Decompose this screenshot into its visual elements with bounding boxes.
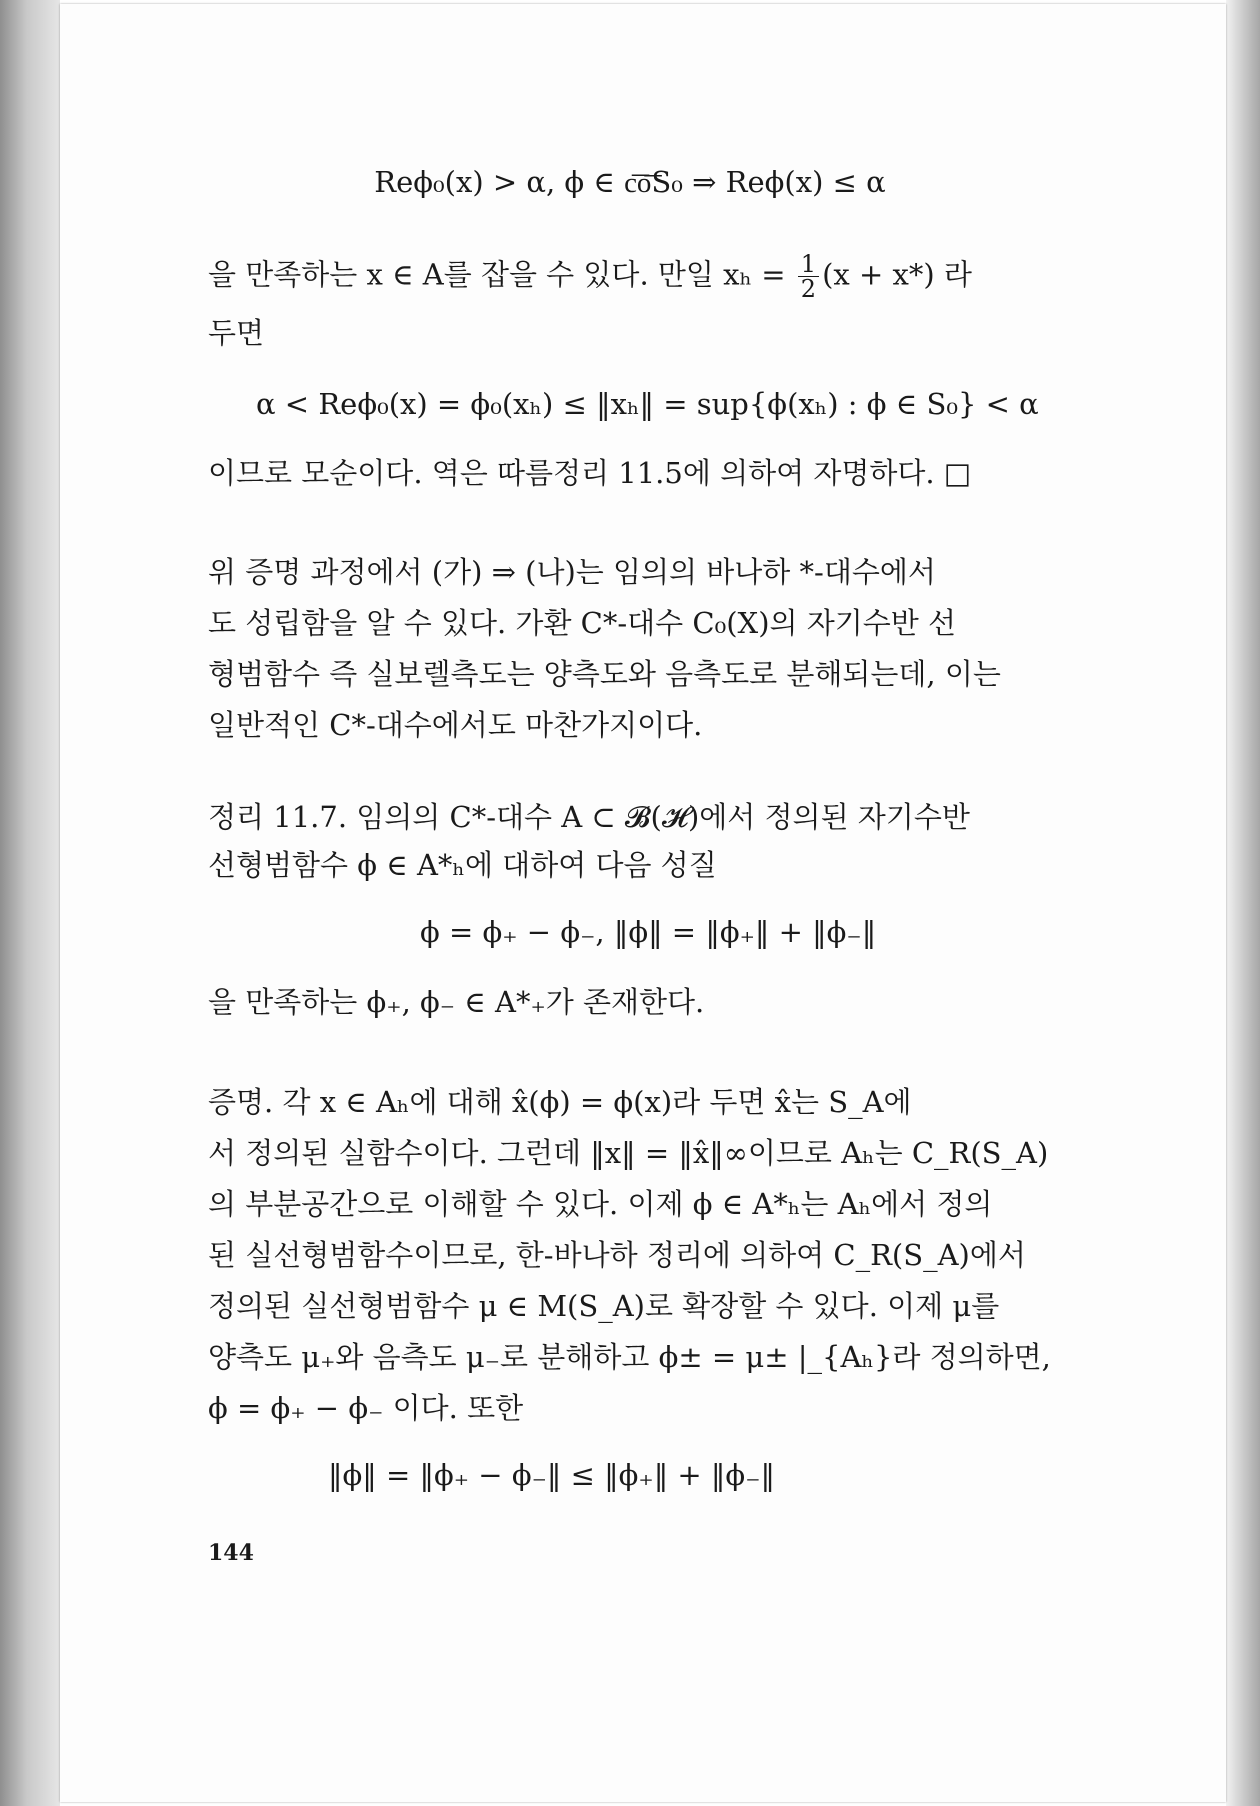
paragraph-2-line-2: 도 성립함을 알 수 있다. 가환 C*-대수 C₀(X)의 자기수반 선 [208, 606, 957, 640]
equation-1: Reϕ₀(x) > α, ϕ ∈ c͞o͞S₀ ⇒ Reϕ(x) ≤ α [374, 165, 886, 199]
proof-line-6: 양측도 μ₊와 음측도 μ₋로 분해하고 ϕ± = μ± |_{Aₕ}라 정의하면, [208, 1340, 1051, 1374]
proof-line-2: 서 정의된 실함수이다. 그런데 ‖x‖ = ‖x̂‖∞이므로 Aₕ는 C_R(S_A) [208, 1136, 1049, 1170]
text-line-1-main: 을 만족하는 x ∈ A를 잡을 수 있다. 만일 xₕ = [208, 257, 786, 292]
equation-4: ‖ϕ‖ = ‖ϕ₊ − ϕ₋‖ ≤ ‖ϕ₊‖ + ‖ϕ₋‖ [328, 1458, 776, 1492]
text-line-1 [208, 252, 1112, 301]
fraction-denominator: 2 [800, 275, 817, 303]
page-number: 144 [208, 1540, 254, 1566]
equation-3: ϕ = ϕ₊ − ϕ₋, ‖ϕ‖ = ‖ϕ₊‖ + ‖ϕ₋‖ [420, 915, 877, 949]
proof-line-7: ϕ = ϕ₊ − ϕ₋ 이다. 또한 [208, 1391, 524, 1425]
theorem-line-2: 선형범함수 ϕ ∈ A*ₕ에 대하여 다음 성질 [208, 848, 717, 882]
theorem-line-1: 정리 11.7. 임의의 C*-대수 A ⊂ 𝓑(𝓗)에서 정의된 자기수반 [208, 800, 970, 834]
paragraph-2-line-4: 일반적인 C*-대수에서도 마찬가지이다. [208, 708, 703, 742]
proof-line-4: 된 실선형범함수이므로, 한-바나하 정리에 의하여 C_R(S_A)에서 [208, 1238, 1026, 1272]
text-line-1-tail: (x + x*) 라 [822, 257, 972, 292]
proof-line-3: 의 부분공간으로 이해할 수 있다. 이제 ϕ ∈ A*ₕ는 Aₕ에서 정의 [208, 1187, 993, 1221]
book-edge-right [1226, 0, 1260, 1806]
book-edge-left [0, 0, 60, 1806]
proof-line-1: 증명. 각 x ∈ Aₕ에 대해 x̂(ϕ) = ϕ(x)라 두면 x̂는 S_A에 [208, 1085, 912, 1119]
equation-2: α < Reϕ₀(x) = ϕ₀(xₕ) ≤ ‖xₕ‖ = sup{ϕ(xₕ) : ϕ ∈ S₀} < α [256, 387, 1039, 421]
proof-line-5: 정의된 실선형범함수 μ ∈ M(S_A)로 확장할 수 있다. 이제 μ를 [208, 1289, 1000, 1323]
paragraph-2-line-1: 위 증명 과정에서 (가) ⇒ (나)는 임의의 바나하 *-대수에서 [208, 555, 936, 589]
fraction-half [798, 252, 819, 301]
theorem-end-line: 을 만족하는 ϕ₊, ϕ₋ ∈ A*₊가 존재한다. [208, 985, 705, 1019]
paragraph-2-line-3: 형범함수 즉 실보렐측도는 양측도와 음측도로 분해되는데, 이는 [208, 657, 1001, 691]
text-line-3: 이므로 모순이다. 역은 따름정리 11.5에 의하여 자명하다. □ [208, 456, 972, 490]
fraction-numerator: 1 [798, 252, 819, 277]
text-line-2: 두면 [208, 316, 265, 350]
